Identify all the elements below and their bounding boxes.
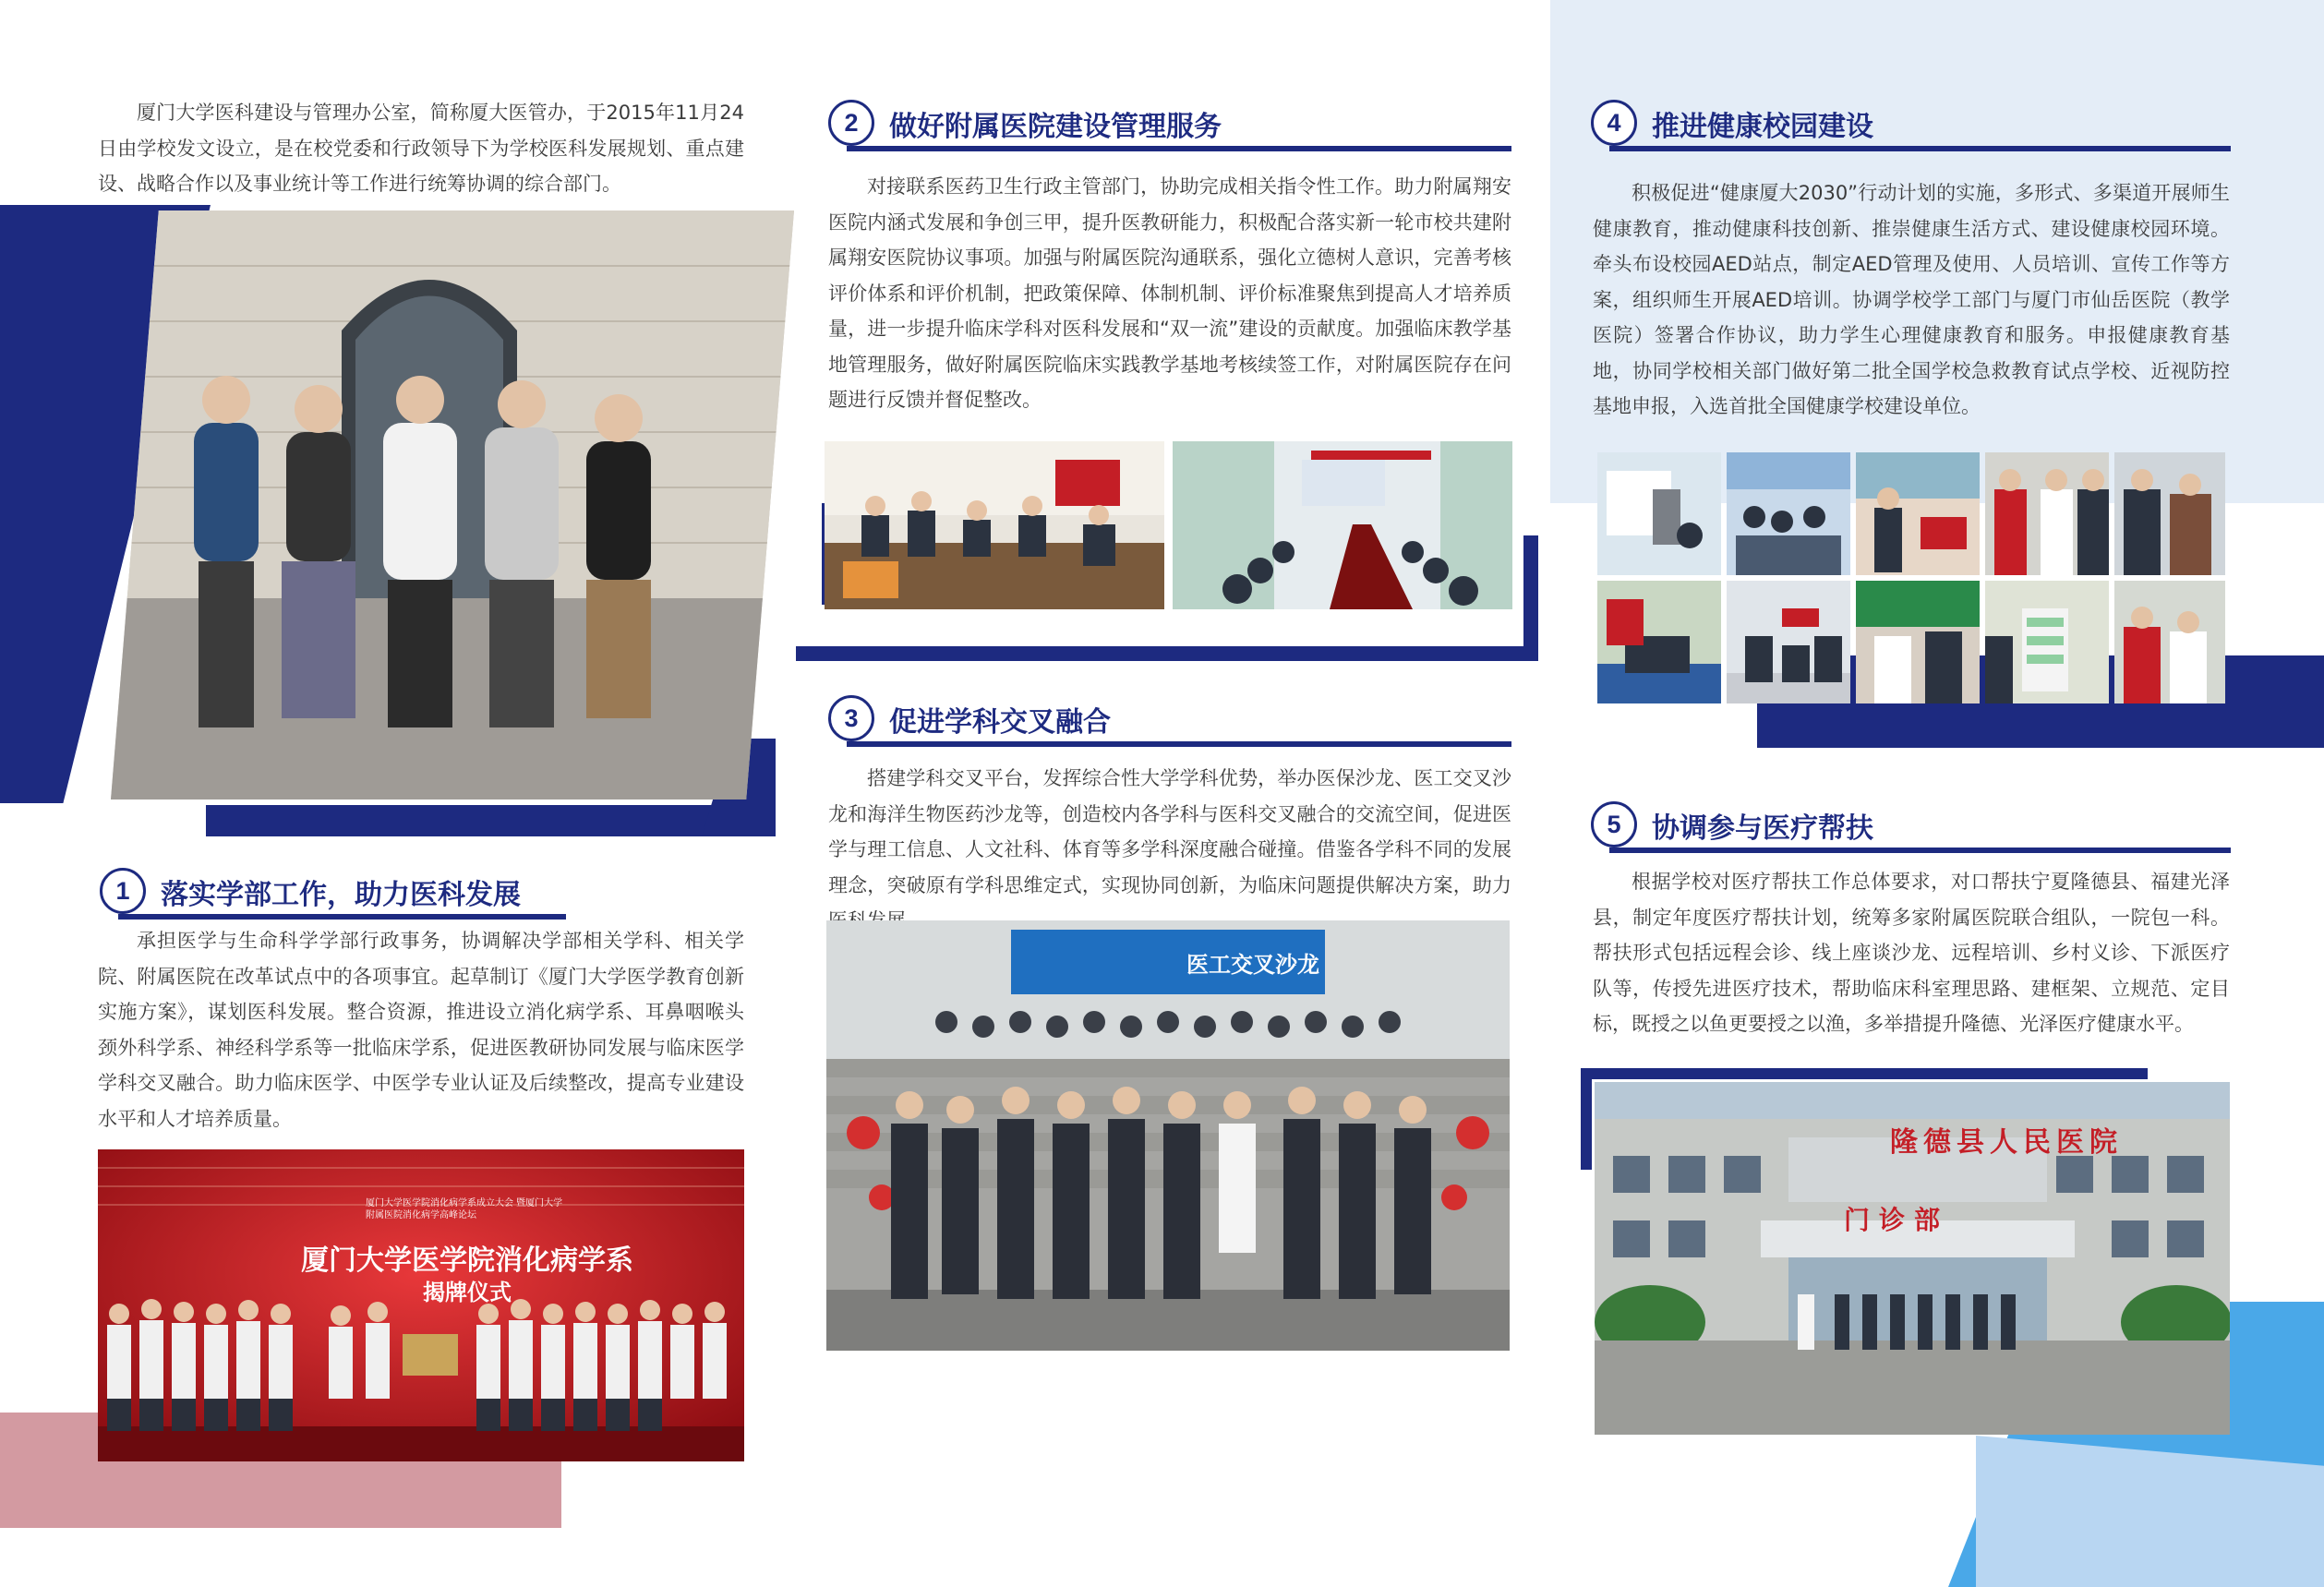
hospital-gate-text: 门诊部 [1844,1205,1950,1235]
aed-photo-7 [1727,581,1850,703]
hospital-meeting-photo-1 [825,441,1164,609]
intro-paragraph: 厦门大学医科建设与管理办公室，简称厦大医管办，于2015年11月24日由学校发文设立，是在校党委和行政领导下为学校医科发展规划、重点建设、战略合作以及事业统计等工作进行统筹协调的综合部门。 [98,102,744,195]
section2-photo-frame-right [1523,535,1538,655]
section-5-number: 5 [1591,801,1637,848]
section-2-title: 做好附属医院建设管理服务 [889,111,1222,143]
hospital-meeting-photo-2 [1173,441,1512,609]
aed-photo-8 [1856,581,1980,703]
salon-banner-text: 医工交叉沙龙 [1186,952,1319,978]
aed-photo-10 [2114,581,2225,703]
section-4-paragraph: 积极促进“健康厦大2030”行动计划的实施，多形式、多渠道开展师生健康教育，推动健康科技创新、推崇健康生活方式、建设健康校园环境。牵头布设校园AED站点，制定AED管理及使用、人员培训、宣传工作等方案，组织师生开展AED培训。协调学校学工部门与厦门市仙岳医院（教学医院）签署合作协议，助力学生心理健康教育和服务。申报健康教育基地，协同学校相关部门做好第二批全国学校急救教育试点学校、近视防控基地申报，入选首批全国健康学校建设单位。 [1593,182,2230,417]
section-4-number: 4 [1591,100,1637,146]
hospital-sign-text: 隆德县人民医院 [1890,1126,2123,1159]
ceremony-banner-small: 厦门大学医学院消化病学系成立大会 暨厦门大学附属医院消化病学高峰论坛 [366,1198,563,1220]
section-5-underline [1609,848,2231,853]
ceremony-banner-main: 厦门大学医学院消化病学系 [301,1244,633,1277]
aed-photo-3 [1856,452,1980,575]
section5-photo-leftbar [1581,1068,1592,1170]
section-1-paragraph: 承担医学与生命科学学部行政事务，协调解决学部相关学科、相关学院、附属医院在改革试点中的各项事宜。起草制订《厦门大学医学教育创新实施方案》，谋划医科发展。整合资源，推进设立消化病学系、耳鼻咽喉头颈外科学系、神经科学系等一批临床学系，促进医教研协同发展与临床医学学科交叉融合。助力临床医学、中医学专业认证及后续整改，提高专业建设水平和人才培养质量。 [98,930,744,1130]
section-2-heading [828,92,1511,157]
section-5-paragraph: 根据学校对医疗帮扶工作总体要求，对口帮扶宁夏隆德县、福建光泽县，制定年度医疗帮扶计划，统筹多家附属医院联合组队，一院包一科。帮扶形式包括远程会诊、线上座谈沙龙、远程培训、乡村义诊、下派医疗队等，传授先进医疗技术，帮助临床科室理思路、建框架、立规范、定目标，既授之以鱼更要授之以渔，多举措提升隆德、光泽医疗健康水平。 [1593,871,2230,1035]
section-3-title: 促进学科交叉融合 [889,706,1111,739]
aed-photo-4 [1985,452,2109,575]
aed-training-photo-grid [1597,452,2225,703]
section-3-paragraph: 搭建学科交叉平台，发挥综合性大学学科优势，举办医保沙龙、医工交叉沙龙和海洋生物医药沙龙等，创造校内各学科与医科交叉融合的交流空间，促进医学与理工信息、人文社科、体育等多学科深度融合碰撞。借鉴各学科不同的发展理念，突破原有学科思维定式，实现协同创新，为临床问题提供解决方案，助力 [828,767,1511,896]
ceremony-photo [98,1149,744,1461]
section-5-title: 协调参与医疗帮扶 [1652,812,1873,845]
section5-photo-topbar [1581,1068,2148,1079]
section-3-number: 3 [828,695,874,741]
aed-photo-6 [1597,581,1721,703]
section-4-heading [1591,92,2231,157]
photo-underline-bar-left [206,805,771,836]
section-5-heading [1591,794,2231,859]
section-2-underline [847,146,1511,151]
aed-photo-2 [1727,452,1850,575]
aed-photo-5 [2114,452,2225,575]
section-1-title: 落实学部工作，助力医科发展 [161,879,521,911]
ceremony-banner-sub: 揭牌仪式 [423,1280,512,1305]
team-group-photo [111,210,794,800]
section-1-number: 1 [100,868,146,914]
section2-photo-frame-bottom [796,646,1538,661]
aed-photo-9 [1985,581,2109,703]
longde-hospital-photo [1595,1082,2230,1435]
section-3-heading [828,688,1511,752]
section-2-paragraph: 对接联系医药卫生行政主管部门，协助完成相关指令性工作。助力附属翔安医院内涵式发展和争创三甲，提升医教研能力，积极配合落实新一轮市校共建附属翔安医院协议事项。加强与附属医院沟通联系，强化立德树人意识，完善考核评价体系和评价机制，把政策保障、体制机制、评价标准聚焦到提高人才培养质量，进一步提升临床学科对医科发展和“双一流”建设的贡献度。加强临床教学基地管理服务，做好附属医院临床实践教学基地考核续签工作，对附属医院存在问题进行反馈并督促整改。 [828,175,1511,411]
section-3-underline [847,741,1511,747]
aed-photo-1 [1597,452,1721,575]
section-1-heading [100,860,566,925]
section-4-underline [1609,146,2231,151]
section-2-number: 2 [828,100,874,146]
section-1-underline [118,914,566,920]
section-4-title: 推进健康校园建设 [1652,111,1873,143]
salon-group-photo [826,920,1510,1351]
